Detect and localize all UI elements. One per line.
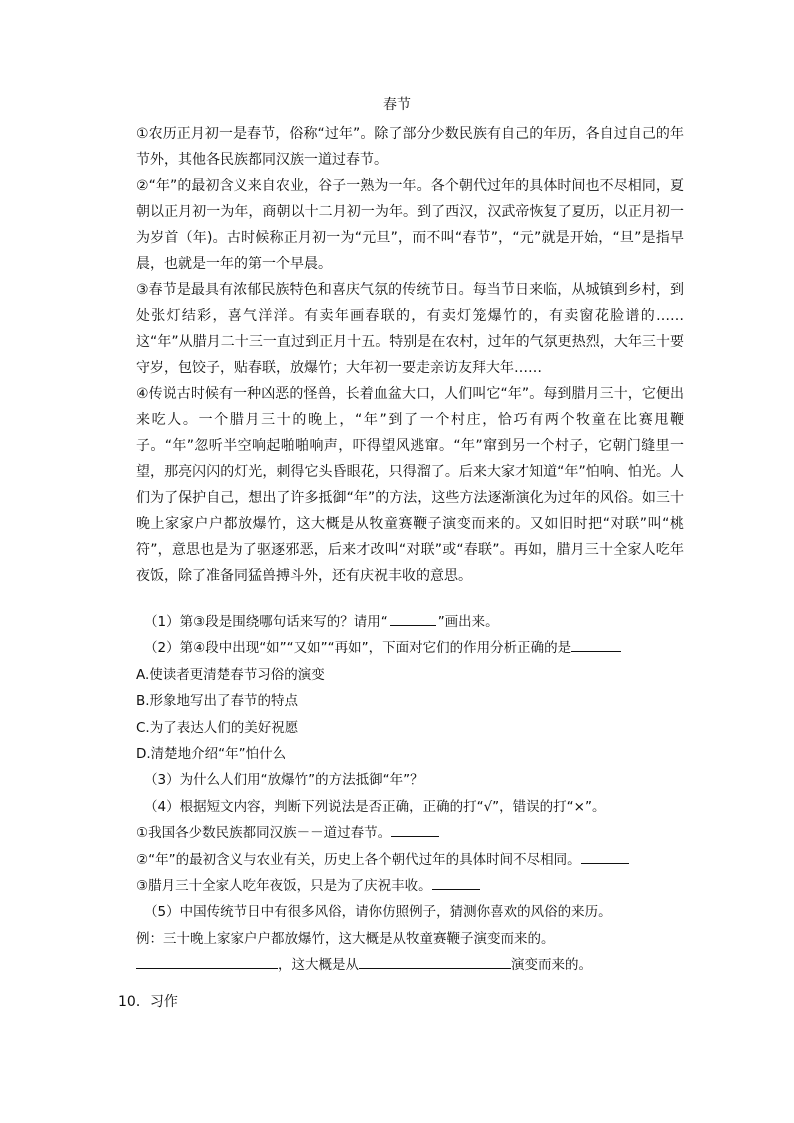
example-sentence: 例：三十晚上家家户户都放爆竹，这大概是从牧童赛鞭子演变而来的。	[136, 930, 555, 947]
paragraph-3: ③春节是最具有浓郁民族特色和喜庆气氛的传统节日。每当节日来临，从城镇到乡村，到处张灯结彩，喜气洋洋。有卖年画春联的，有卖灯笼爆竹的，有卖窗花脸谱的……这“年”从腊月二十三一直过到正月十五。特别是在农村，过年的气氛更热烈，大年三十要守岁，包饺子，贴春联，放爆竹；大年初一要走亲访友拜大年……	[136, 282, 684, 376]
question-3: （3）为什么人们用“放爆竹”的方法抵御“年”？	[144, 772, 424, 789]
tf-answer-blank-3[interactable]	[432, 875, 480, 890]
fill-blank-custom-1[interactable]	[136, 954, 278, 969]
option-a: A.使读者更清楚春节习俗的演变	[136, 666, 325, 683]
answer-blank-1[interactable]	[390, 611, 436, 626]
fill-blank-custom-2[interactable]	[359, 954, 511, 969]
paragraph-2: ②“年”的最初含义来自农业，谷子一熟为一年。各个朝代过年的具体时间也不尽相同，夏朝以正月初一为年，商朝以十二月初一为年。到了西汉，汉武帝恢复了夏历，以正月初一为岁首（年)。古时候称正月初一为“元旦”，而不叫“春节”，“元”就是开始，“旦”是指早晨，也就是一年的第一个早晨。	[136, 178, 684, 272]
question-5: （5）中国传统节日中有很多风俗，请你仿照例子，猜测你喜欢的风俗的来历。	[144, 904, 612, 921]
tf-item-2-text: ②“年”的最初含义与农业有关，历史上各个朝代过年的具体时间不尽相同。	[136, 851, 581, 868]
option-c: C.为了表达人们的美好祝愿	[136, 719, 299, 736]
fill-in-line	[136, 952, 684, 978]
tf-item-3-text: ③腊月三十全家人吃年夜饭，只是为了庆祝丰收。	[136, 878, 432, 895]
tf-answer-blank-1[interactable]	[391, 822, 439, 837]
question-1-suffix: ”画出来。	[437, 614, 499, 630]
article-body	[136, 121, 684, 589]
tf-item-2	[136, 847, 684, 873]
question-1-prefix: （1）第③段是围绕哪句话来写的？请用“	[144, 614, 388, 630]
article-title: 春节	[383, 97, 411, 113]
fill-mid-text: ，这大概是从	[278, 957, 359, 974]
fill-end-text: 演变而来的。	[511, 957, 592, 974]
question-2	[136, 635, 684, 661]
tf-answer-blank-2[interactable]	[581, 849, 629, 864]
paragraph-4: ④传说古时候有一种凶恶的怪兽，长着血盆大口，人们叫它“年”。每到腊月三十，它便出来吃人。一个腊月三十的晚上，“年”到了一个村庄，恰巧有两个牧童在比赛甩鞭子。“年”忽听半空响起啪啪响声，吓得望风逃窜。“年”窜到另一个村子，它朝门缝里一望，那亮闪闪的灯光，刺得它头昏眼花，只得溜了。后来大家才知道“年”怕响、怕光。人们为了保护自己，想出了许多抵御“年”的方法，这些方法逐渐演化为过年的风俗。如三十晚上家家户户都放爆竹，这大概是从牧童赛鞭子演变而来的。又如旧时把“对联”叫“桃符”，意思也是为了驱逐邪恶，后来才改叫“对联”或“春联”。再如，腊月三十全家人吃年夜饭，除了准备同猛兽搏斗外，还有庆祝丰收的意思。	[136, 386, 684, 584]
tf-item-3	[136, 873, 684, 899]
tf-item-1-text: ①我国各少数民族都同汉族－－道过春节。	[136, 825, 392, 842]
tf-item-1	[136, 820, 684, 846]
question-4: （4）根据短文内容，判断下列说法是否正确，正确的打“√”，错误的打“×”。	[144, 798, 606, 815]
answer-blank-2[interactable]	[571, 637, 621, 652]
question-2-text: （2）第④段中出现“如”“又如”“再如”，下面对它们的作用分析正确的是	[144, 640, 572, 657]
option-d: D.清楚地介绍“年”怕什么	[136, 746, 287, 763]
question-10-heading: 10．习作	[118, 994, 178, 1010]
question-1	[136, 609, 684, 635]
paragraph-1: ①农历正月初一是春节，俗称“过年”。除了部分少数民族有自己的年历，各自过自己的年节外，其他各民族都同汉族一道过春节。	[136, 126, 684, 168]
question-section	[136, 609, 684, 979]
option-b: B.形象地写出了春节的特点	[136, 693, 299, 710]
